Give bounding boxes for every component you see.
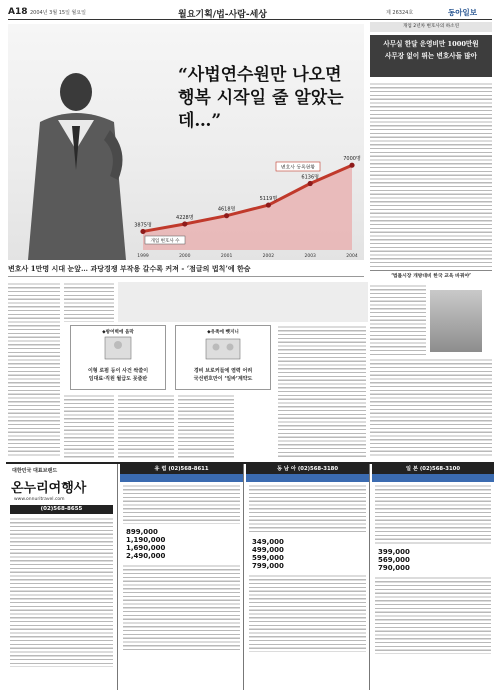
feature-subhead: 변호사 1만명 시대 눈앞… 과당경쟁 부작용 갈수록 커져 - ‘점글의 법칙’에 한숨 [8, 264, 251, 273]
chart-value-label: 3875명 [134, 222, 152, 229]
feature-headline [178, 64, 364, 133]
article-column-3 [118, 394, 174, 458]
asia-price: 349,000 [252, 538, 284, 546]
travel-logo: 온누리여행사 [11, 481, 87, 496]
asia-banner [246, 474, 369, 482]
travel-url: www.onnuritravel.com [14, 497, 65, 502]
travel-tagline: 대한민국 대표브랜드 [12, 468, 58, 474]
japan-banner [372, 474, 494, 482]
sidebar-box [370, 22, 492, 270]
advertisement-strip [6, 462, 494, 688]
article-column-2a [64, 282, 114, 322]
callout-left-caption-1: 이형 로펌 등이 사건 싹쓸이 [87, 368, 149, 374]
japan-heading: 일 본 (02)568-3100 [372, 464, 494, 474]
article-column-5 [278, 325, 366, 458]
issue-date: 2004년 3월 15일 월요일 [30, 10, 87, 16]
chart-point [266, 202, 271, 207]
chart-point [140, 229, 145, 234]
chart-point [349, 163, 354, 168]
sidebar-title [370, 35, 492, 77]
chart-value-label: 4228명 [176, 214, 194, 221]
opinion-column-title: ‘법률시장 개방대비 한국 교육 바꿔야’ [391, 274, 471, 279]
europe-ad-column [120, 464, 244, 690]
japan-ad-column [372, 464, 494, 690]
chart-point [224, 213, 229, 218]
japan-price: 569,000 [378, 556, 410, 564]
cartoon-illustration [71, 335, 165, 363]
chart-point [182, 221, 187, 226]
asia-price: 799,000 [252, 562, 284, 570]
sidebar-title-line-2: 사무장 없이 뛰는 변호사들 많아 [385, 52, 477, 60]
callout-left-caption-2: 임대료·직원 월급도 못줄판 [88, 376, 148, 382]
article-column-4 [178, 394, 234, 458]
europe-price: 1,190,000 [126, 536, 166, 544]
opinion-column-text-2 [370, 358, 492, 458]
travel-phone: (02)568-8655 [10, 505, 113, 514]
chart-tick-label: 1999 [137, 254, 149, 259]
japan-price-list [372, 546, 494, 574]
callout-right-caption-1: 경비 브로커들에 염력 어려 [193, 368, 253, 374]
travel-ad-listings [10, 517, 113, 667]
chart-tick-label: 2001 [220, 254, 233, 259]
europe-price: 2,490,000 [126, 552, 166, 560]
europe-listings-2 [123, 564, 240, 652]
europe-price: 899,000 [126, 528, 158, 536]
sidebar-label: 개업 2년차 변호사의 하소연 [370, 22, 492, 32]
article-column-2b [64, 394, 114, 458]
columnist-photo [430, 290, 482, 352]
europe-price: 1,690,000 [126, 544, 166, 552]
article-column-1 [8, 282, 60, 458]
callout-right [175, 325, 271, 390]
chart-title: 변호사 등록현황 [281, 165, 315, 171]
chart-value-label: 5119명 [259, 196, 278, 203]
callout-left-heading: ◆방어벽에 움막 [102, 330, 134, 335]
sidebar-text [370, 82, 492, 268]
callout-right-heading: ◆유족에 뺏지니 [207, 330, 239, 335]
edition-number: 제 26324호 [386, 10, 414, 16]
europe-listings-1 [123, 484, 240, 524]
japan-listings-1 [375, 484, 491, 544]
headline-line-1: “사법연수원만 나오면 [178, 65, 342, 85]
cartoon-illustration [176, 335, 270, 363]
opinion-column-text-1 [370, 284, 426, 356]
travel-ad-column [6, 464, 118, 690]
divider [8, 276, 364, 277]
chart-tick-label: 2002 [262, 254, 275, 259]
article-intro-box [118, 282, 368, 322]
chart-point [308, 181, 313, 186]
asia-price-list [246, 536, 369, 572]
asia-listings-1 [249, 484, 366, 534]
feature-photo [8, 24, 364, 260]
page-header [8, 6, 492, 20]
lawyer-silhouette [18, 60, 138, 260]
japan-listings-2 [375, 576, 491, 654]
asia-listings-2 [249, 574, 366, 652]
japan-price: 790,000 [378, 564, 410, 572]
asia-price: 499,000 [252, 546, 284, 554]
sidebar-title-line-1: 사무실 한달 운영비만 1000만원 [383, 40, 479, 48]
chart-tick-label: 2000 [179, 254, 191, 259]
chart-value-label: 6136명 [301, 174, 319, 181]
europe-heading: 유 럽 (02)568-8611 [120, 464, 243, 474]
europe-banner [120, 474, 243, 482]
asia-ad-column [246, 464, 370, 690]
chart-tick-label: 2003 [304, 254, 316, 259]
chart-value-label: 4618명 [217, 206, 236, 213]
masthead-logo: 동아일보 [448, 8, 477, 17]
callout-left [70, 325, 166, 390]
japan-price: 399,000 [378, 548, 410, 556]
chart-value-label: 7000명 [343, 156, 361, 163]
headline-line-2: 행복 시작일 줄 알았는데…” [178, 88, 344, 131]
chart-tick-label: 2004 [346, 254, 358, 259]
asia-price: 599,000 [252, 554, 284, 562]
asia-heading: 동 남 아 (02)568-3180 [246, 464, 369, 474]
callout-right-caption-2: 국선변호만이 ‘일바’계약도 [193, 376, 253, 382]
section-title: 월요기획/법-사람-세상 [178, 10, 268, 20]
page-number: A18 [8, 7, 28, 17]
europe-price-list [120, 526, 243, 562]
chart-legend: 개업 변호사 수 [150, 239, 180, 244]
